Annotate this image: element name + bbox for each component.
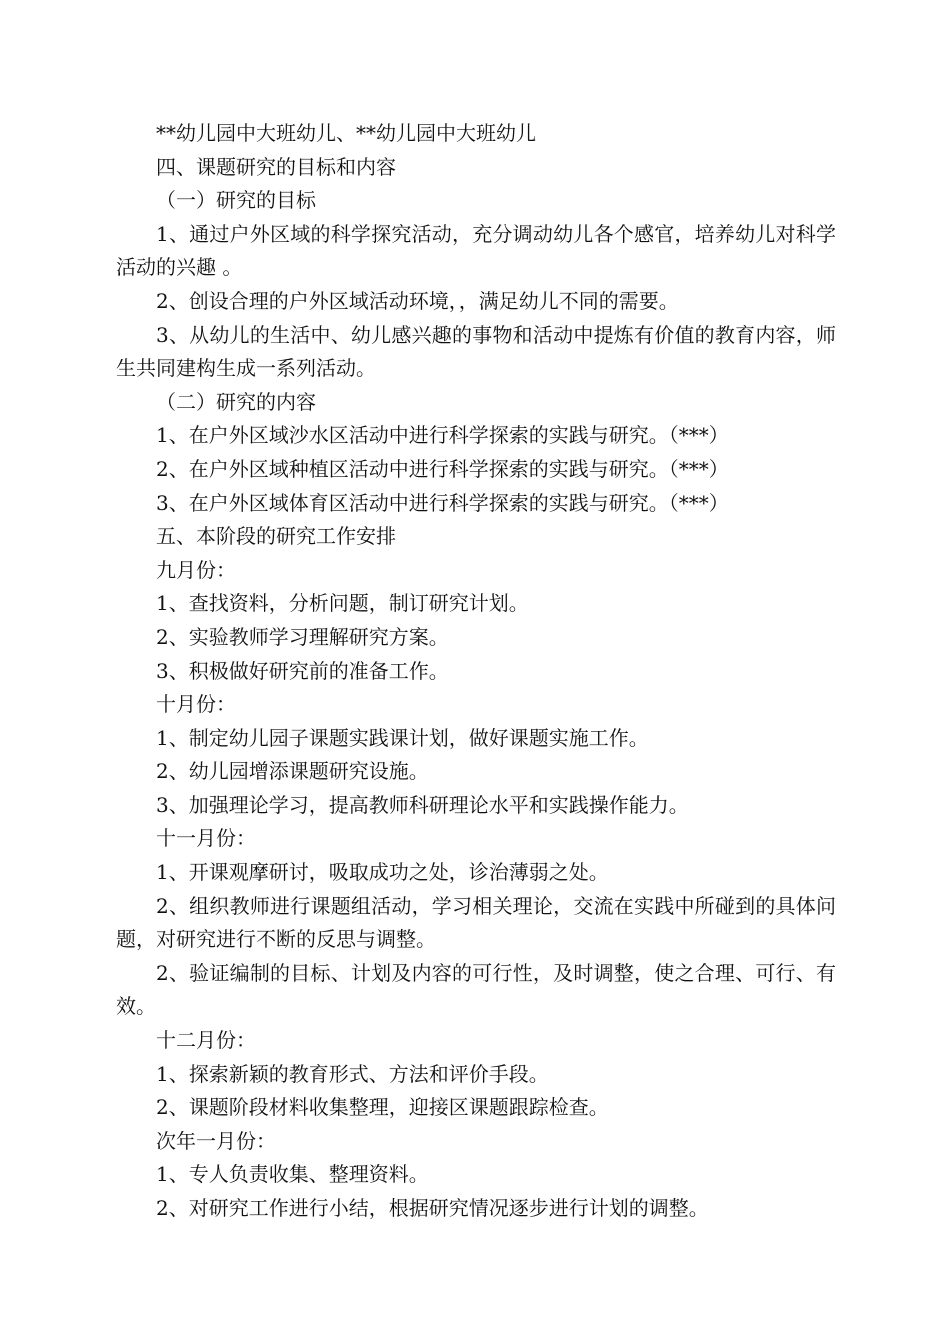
- paragraph-october-3: 3、加强理论学习，提高教师科研理论水平和实践操作能力。: [156, 792, 689, 817]
- heading-section-five: 五、本阶段的研究工作安排: [156, 524, 396, 549]
- paragraph-october-1: 1、制定幼儿园子课题实践课计划，做好课题实施工作。: [156, 725, 649, 750]
- paragraph-january-1: 1、专人负责收集、整理资料。: [156, 1162, 429, 1187]
- paragraph-september-2: 2、实验教师学习理解研究方案。: [156, 624, 449, 649]
- month-heading-october: 十月份：: [156, 692, 236, 717]
- subheading-research-content: （二）研究的内容: [156, 389, 316, 414]
- month-heading-november: 十一月份：: [156, 826, 256, 851]
- paragraph-october-2: 2、幼儿园增添课题研究设施。: [156, 759, 429, 784]
- paragraph-content-2: 2、在户外区域种植区活动中进行科学探索的实践与研究。（***）: [156, 456, 729, 481]
- paragraph-goal-3: 3、从幼儿的生活中、幼儿感兴趣的事物和活动中提炼有价值的教育内容，师生共同建构生成一系列活动。: [116, 322, 836, 381]
- paragraph-january-2: 2、对研究工作进行小结，根据研究情况逐步进行计划的调整。: [156, 1196, 709, 1220]
- paragraph-september-1: 1、查找资料，分析问题，制订研究计划。: [156, 591, 529, 616]
- paragraph-december-1: 1、探索新颖的教育形式、方法和评价手段。: [156, 1061, 549, 1086]
- subheading-research-goals: （一）研究的目标: [156, 188, 316, 213]
- paragraph-november-3: 2、验证编制的目标、计划及内容的可行性，及时调整，使之合理、可行、有效。: [116, 960, 836, 1019]
- heading-section-four: 四、课题研究的目标和内容: [156, 154, 396, 179]
- paragraph-goal-2: 2、创设合理的户外区域活动环境，，满足幼儿不同的需要。: [156, 288, 679, 313]
- paragraph-november-2: 2、组织教师进行课题组活动，学习相关理论，交流在实践中所碰到的具体问题，对研究进行不断的反思与调整。: [116, 893, 836, 952]
- document-body: [116, 117, 836, 1226]
- paragraph-goal-1: 1、通过户外区域的科学探究活动，充分调动幼儿各个感官，培养幼儿对科学活动的兴趣 。: [116, 221, 836, 280]
- paragraph-september-3: 3、积极做好研究前的准备工作。: [156, 658, 449, 683]
- month-heading-january: 次年一月份：: [156, 1128, 276, 1153]
- paragraph-content-1: 1、在户外区域沙水区活动中进行科学探索的实践与研究。（***）: [156, 423, 729, 448]
- paragraph-target-subjects: **幼儿园中大班幼儿、**幼儿园中大班幼儿: [156, 121, 536, 145]
- month-heading-december: 十二月份：: [156, 1028, 256, 1053]
- paragraph-november-1: 1、开课观摩研讨，吸取成功之处，诊治薄弱之处。: [156, 860, 609, 885]
- paragraph-content-3: 3、在户外区域体育区活动中进行科学探索的实践与研究。（***）: [156, 490, 729, 515]
- month-heading-september: 九月份：: [156, 557, 236, 582]
- paragraph-december-2: 2、课题阶段材料收集整理，迎接区课题跟踪检查。: [156, 1095, 609, 1120]
